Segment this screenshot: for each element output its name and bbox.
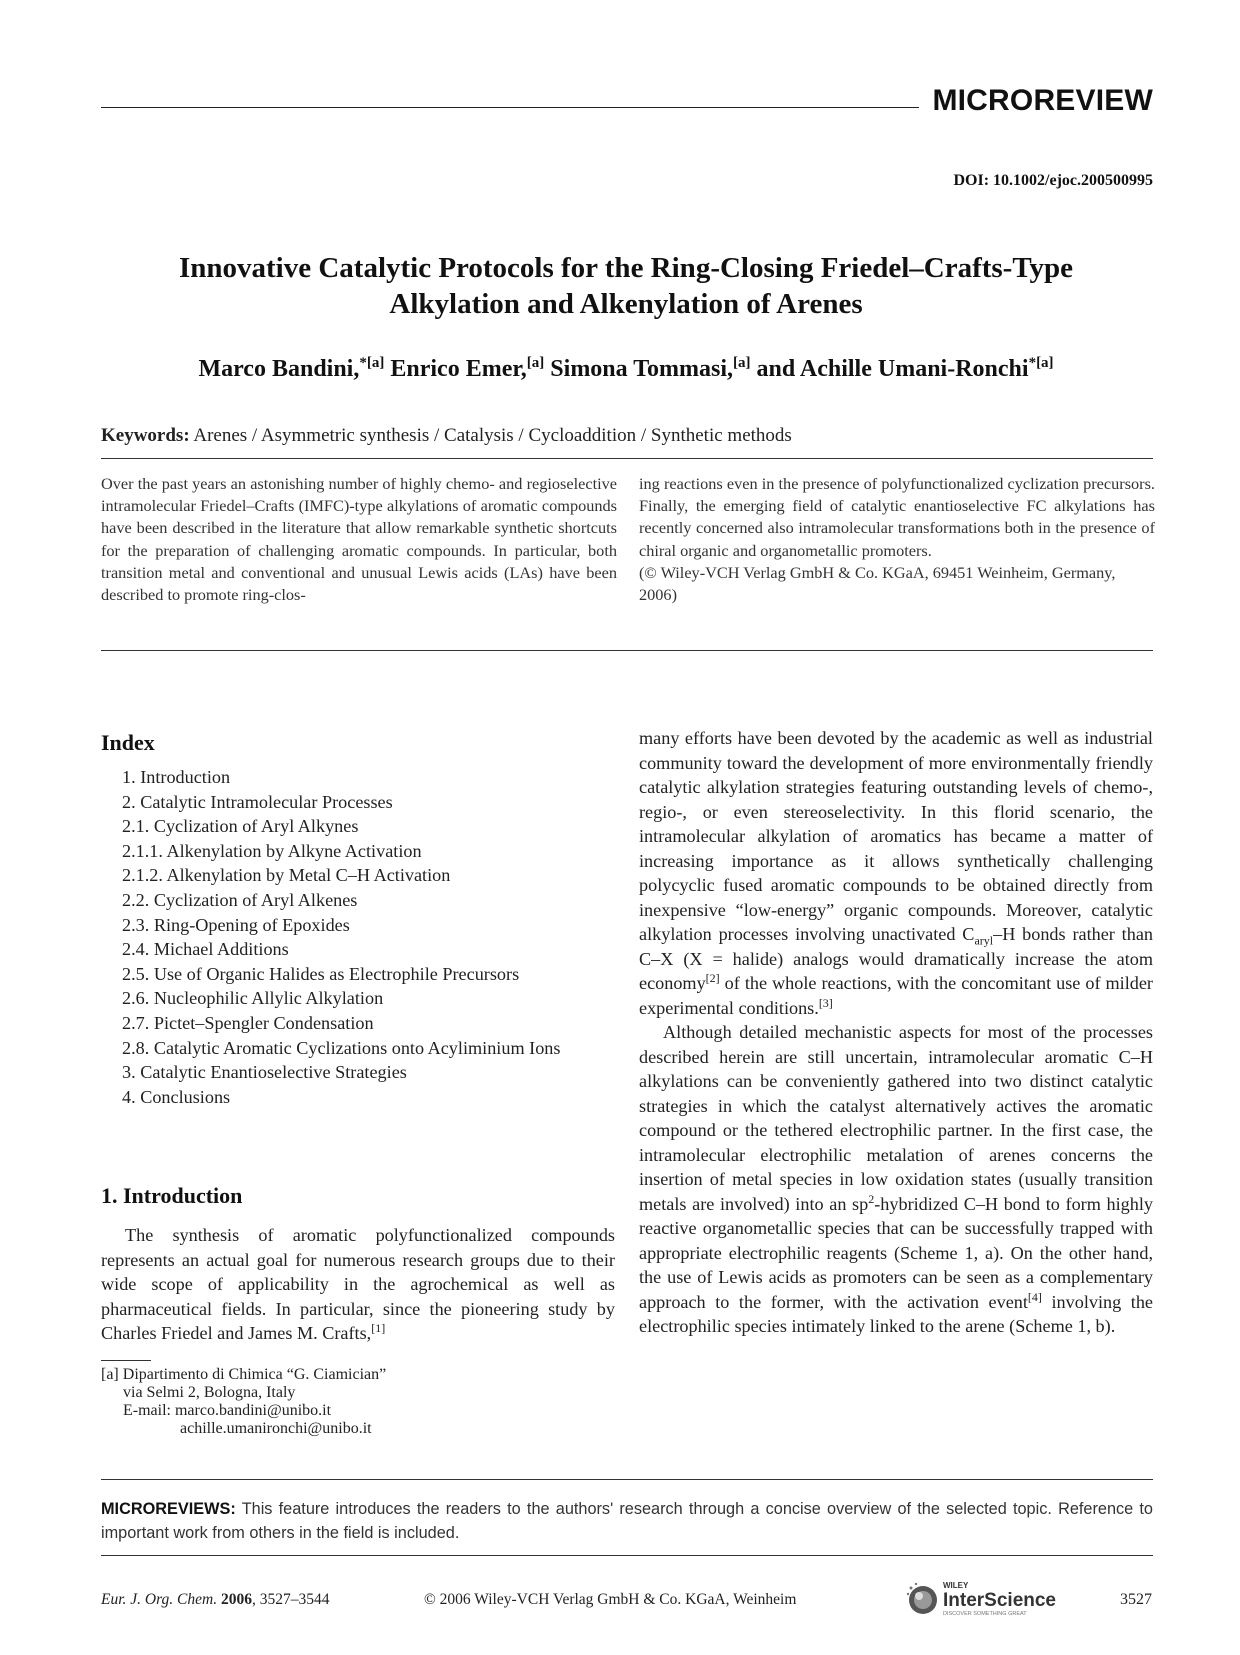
- microreviews-top-rule: [101, 1479, 1153, 1480]
- author-name: Simona Tommasi,: [544, 356, 734, 382]
- body-paragraph-2: [639, 1020, 1153, 1339]
- author-affiliation-mark: *[a]: [359, 355, 385, 371]
- affiliation-line: [a] Dipartimento di Chimica “G. Ciamician”: [101, 1366, 387, 1383]
- body-text: -hybridized C–H bond to form highly reactive organometallic species that can be successfully trapped with appropriate electrophilic reagents (Scheme 1, a). On the other hand, the use of Lewis acids as promoters can be seen as a complementary approach to the former, with the activation event: [639, 1193, 1153, 1312]
- email-line-2: achille.umanironchi@unibo.it: [180, 1420, 372, 1437]
- keywords: [101, 425, 792, 447]
- abstract-right-body: ing reactions even in the presence of polyfunctionalized cyclization precursors. Finally, the emerging field of catalytic enantioselective FC alkylations has recently concerned also intramolecular transformations both in the presence of chiral organic and organometallic promoters.: [639, 474, 1155, 560]
- index-item: 2.3. Ring-Opening of Epoxides: [122, 914, 350, 935]
- index-list: [122, 765, 622, 1109]
- author-list: [101, 356, 1151, 383]
- logo-tagline-text: DISCOVER SOMETHING GREAT: [943, 1611, 1027, 1617]
- index-heading: Index: [101, 730, 155, 755]
- page-number: 3527: [1120, 1591, 1152, 1608]
- index-item: 4. Conclusions: [122, 1086, 231, 1107]
- abstract-left: Over the past years an astonishing number of highly chemo- and regioselective intramolecular Friedel–Crafts (IMFC)-type alkylations of aromatic compounds have been described in the literature that allow remarkable synthetic shortcuts for the preparation of challenging aromatic compounds. In particular, both transition metal and conventional and unusual Lewis acids (LAs) have been described to promote ring-clos-: [101, 474, 617, 605]
- author-name: Enrico Emer,: [384, 356, 527, 382]
- article-title: [101, 250, 1151, 322]
- author-affiliation-mark: [a]: [733, 355, 751, 371]
- section-tag: MICROREVIEW: [932, 84, 1153, 117]
- affiliation-footnote: [101, 1366, 386, 1438]
- wiley-interscience-logo: [903, 1578, 1071, 1618]
- logo-wiley-text: WILEY: [943, 1581, 969, 1590]
- journal-pages: , 3527–3544: [251, 1591, 330, 1608]
- right-column-body: [639, 726, 1153, 1339]
- journal-name: Eur. J. Org. Chem.: [101, 1591, 218, 1608]
- author-affiliation-mark: [a]: [526, 355, 545, 371]
- citation-ref: [2]: [705, 970, 720, 985]
- index-item: 2.1. Cyclization of Aryl Alkynes: [122, 816, 359, 837]
- microreviews-note: [101, 1497, 1153, 1545]
- citation-ref: [1]: [371, 1320, 386, 1335]
- citation-ref: [3]: [818, 995, 833, 1010]
- abstract-right: [639, 473, 1155, 606]
- author-affiliation-mark: *[a]: [1028, 355, 1054, 371]
- microreviews-text: This feature introduces the readers to the authors' research through a concise overview of the selected topic. Reference to important work from others in the field is included.: [101, 1500, 1153, 1542]
- body-text: Although detailed mechanistic aspects for most of the processes described herein are still uncertain, intramolecular aromatic C–H alkylations can be conveniently gathered into two distinct catalytic strategies in which the catalyst alternatively actives the aromatic compound or the tethered electrophilic partner. In the first case, the intramolecular electrophilic metalation of arenes concerns the insertion of metal species in low oxidation states (usually transition metals are involved) into an sp: [639, 1022, 1153, 1214]
- body-text: involving the electrophilic species intimately linked to the arene (Scheme 1, b).: [639, 1291, 1153, 1336]
- index-item: 2.1.1. Alkenylation by Alkyne Activation: [122, 840, 422, 861]
- index-item: 1. Introduction: [122, 767, 231, 787]
- index-item: 2.8. Catalytic Aromatic Cyclizations onto Acyliminium Ions: [122, 1037, 561, 1058]
- index-item: 2.5. Use of Organic Halides as Electrophile Precursors: [122, 963, 520, 984]
- introduction-text: The synthesis of aromatic polyfunctionalized compounds represents an actual goal for numerous research groups due to their wide scope of applicability in the agrochemical as well as pharmaceutical fields. In particular, since the pioneering study by Charles Friedel and James M. Crafts,: [101, 1225, 615, 1343]
- journal-year: 2006: [220, 1591, 252, 1608]
- body-paragraph-1: [639, 726, 1153, 1020]
- globe-icon: [907, 1583, 937, 1614]
- doi: DOI: 10.1002/ejoc.200500995: [953, 172, 1153, 189]
- microreviews-label: MICROREVIEWS:: [101, 1500, 236, 1518]
- index-item: 2.6. Nucleophilic Allylic Alkylation: [122, 988, 384, 1009]
- address-line: via Selmi 2, Bologna, Italy: [123, 1384, 296, 1401]
- introduction-paragraph: [101, 1223, 615, 1346]
- email-line: E-mail: marco.bandini@unibo.it: [123, 1402, 332, 1419]
- index-item: 2.7. Pictet–Spengler Condensation: [122, 1012, 374, 1033]
- keywords-label: Keywords:: [101, 425, 190, 446]
- index-item: 3. Catalytic Enantioselective Strategies: [122, 1062, 407, 1083]
- footnote-rule: [101, 1360, 151, 1361]
- subscript: aryl: [974, 933, 994, 948]
- author-name: and Achille Umani-Ronchi: [750, 356, 1029, 382]
- microreviews-bottom-rule: [101, 1555, 1153, 1556]
- body-text: of the whole reactions, with the concomitant use of milder experimental conditions.: [639, 973, 1153, 1018]
- index-item: 2.2. Cyclization of Aryl Alkenes: [122, 889, 358, 910]
- title-line-1: Innovative Catalytic Protocols for the Ring-Closing Friedel–Crafts-Type: [178, 252, 1074, 284]
- abstract-rule: [101, 650, 1153, 651]
- introduction-heading: 1. Introduction: [101, 1183, 243, 1208]
- journal-citation: [101, 1591, 329, 1609]
- index-item: 2.4. Michael Additions: [122, 939, 289, 960]
- keywords-rule: [101, 458, 1153, 459]
- footer-copyright: © 2006 Wiley-VCH Verlag GmbH & Co. KGaA, Weinheim: [424, 1591, 797, 1608]
- title-line-2: Alkylation and Alkenylation of Arenes: [389, 288, 863, 320]
- logo-interscience-text: InterScience: [943, 1590, 1056, 1611]
- index-item: 2.1.2. Alkenylation by Metal C–H Activation: [122, 865, 451, 886]
- body-text: many efforts have been devoted by the academic as well as industrial community toward the development of more environmentally friendly catalytic alkylation strategies featuring outstanding levels of chemo-, regio-, or even stereoselectivity. In this florid scenario, the intramolecular alkylation of aromatics has became a matter of increasing importance as it allows synthetically challenging polycyclic fused aromatic compounds to be obtained directly from inexpensive “low-energy” organic compounds. Moreover, catalytic alkylation processes involving unactivated C: [639, 728, 1153, 944]
- superscript: 2: [868, 1191, 875, 1206]
- citation-ref: [4]: [1027, 1289, 1042, 1304]
- abstract-copyright: (© Wiley-VCH Verlag GmbH & Co. KGaA, 69451 Weinheim, Germany, 2006): [639, 562, 1116, 605]
- body-text: –H bonds rather than C–X (X = halide) analogs would dramatically increase the atom economy: [639, 924, 1153, 993]
- keywords-text: Arenes / Asymmetric synthesis / Catalysis / Cycloaddition / Synthetic methods: [189, 425, 792, 446]
- header-rule: [101, 107, 919, 108]
- index-item: 2. Catalytic Intramolecular Processes: [122, 791, 393, 812]
- author-name: Marco Bandini,: [198, 356, 360, 382]
